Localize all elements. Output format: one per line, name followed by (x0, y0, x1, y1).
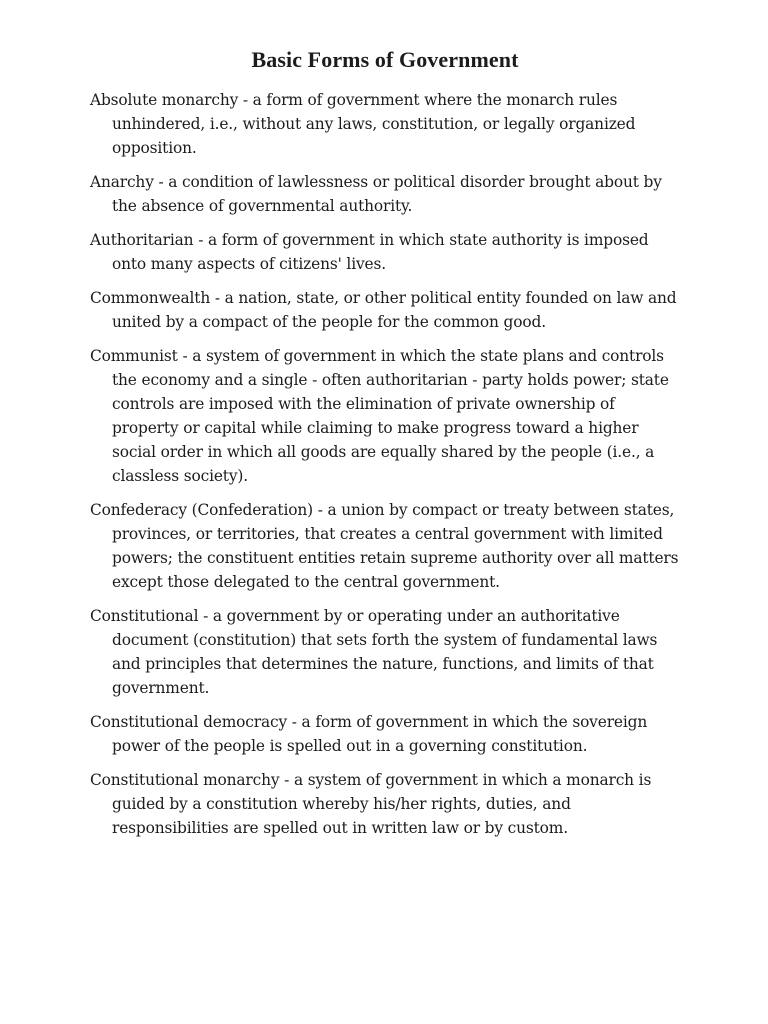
definition-constitutional-democracy: Constitutional democracy - a form of government in which the sovereign power of the people is spelled out in a governing constitution. (90, 713, 648, 755)
definition-confederacy: Confederacy (Confederation) - a union by compact or treaty between states, provinces, or territories, that creates a central government with limited powers; the constituent entities retain supreme authority over all matters except those delegated to the central government. (90, 501, 679, 591)
definition-absolute-monarchy: Absolute monarchy - a form of government where the monarch rules unhindered, i.e., without any laws, constitution, or legally organized opposition. (90, 91, 636, 157)
definition-constitutional-monarchy: Constitutional monarchy - a system of government in which a monarch is guided by a constitution whereby his/her rights, duties, and responsibilities are spelled out in written law or by custom. (90, 771, 652, 837)
definition-anarchy: Anarchy - a condition of lawlessness or political disorder brought about by the absence of governmental authority. (90, 173, 662, 215)
definition-list (90, 88, 680, 840)
page-title: Basic Forms of Government (251, 47, 519, 72)
definition-authoritarian: Authoritarian - a form of government in which state authority is imposed onto many aspects of citizens' lives. (90, 231, 649, 273)
definition-constitutional: Constitutional - a government by or operating under an authoritative document (constitution) that sets forth the system of fundamental laws and principles that determines the nature, functions, and limits of that government. (90, 607, 658, 697)
definition-commonwealth: Commonwealth - a nation, state, or other political entity founded on law and united by a compact of the people for the common good. (90, 289, 677, 331)
definition-communist: Communist - a system of government in which the state plans and controls the economy and a single - often authoritarian - party holds power; state controls are imposed with the elimination of private ownership of property or capital while claiming to make progress toward a higher social order in which all goods are equally shared by the people (i.e., a classless society). (90, 347, 669, 485)
